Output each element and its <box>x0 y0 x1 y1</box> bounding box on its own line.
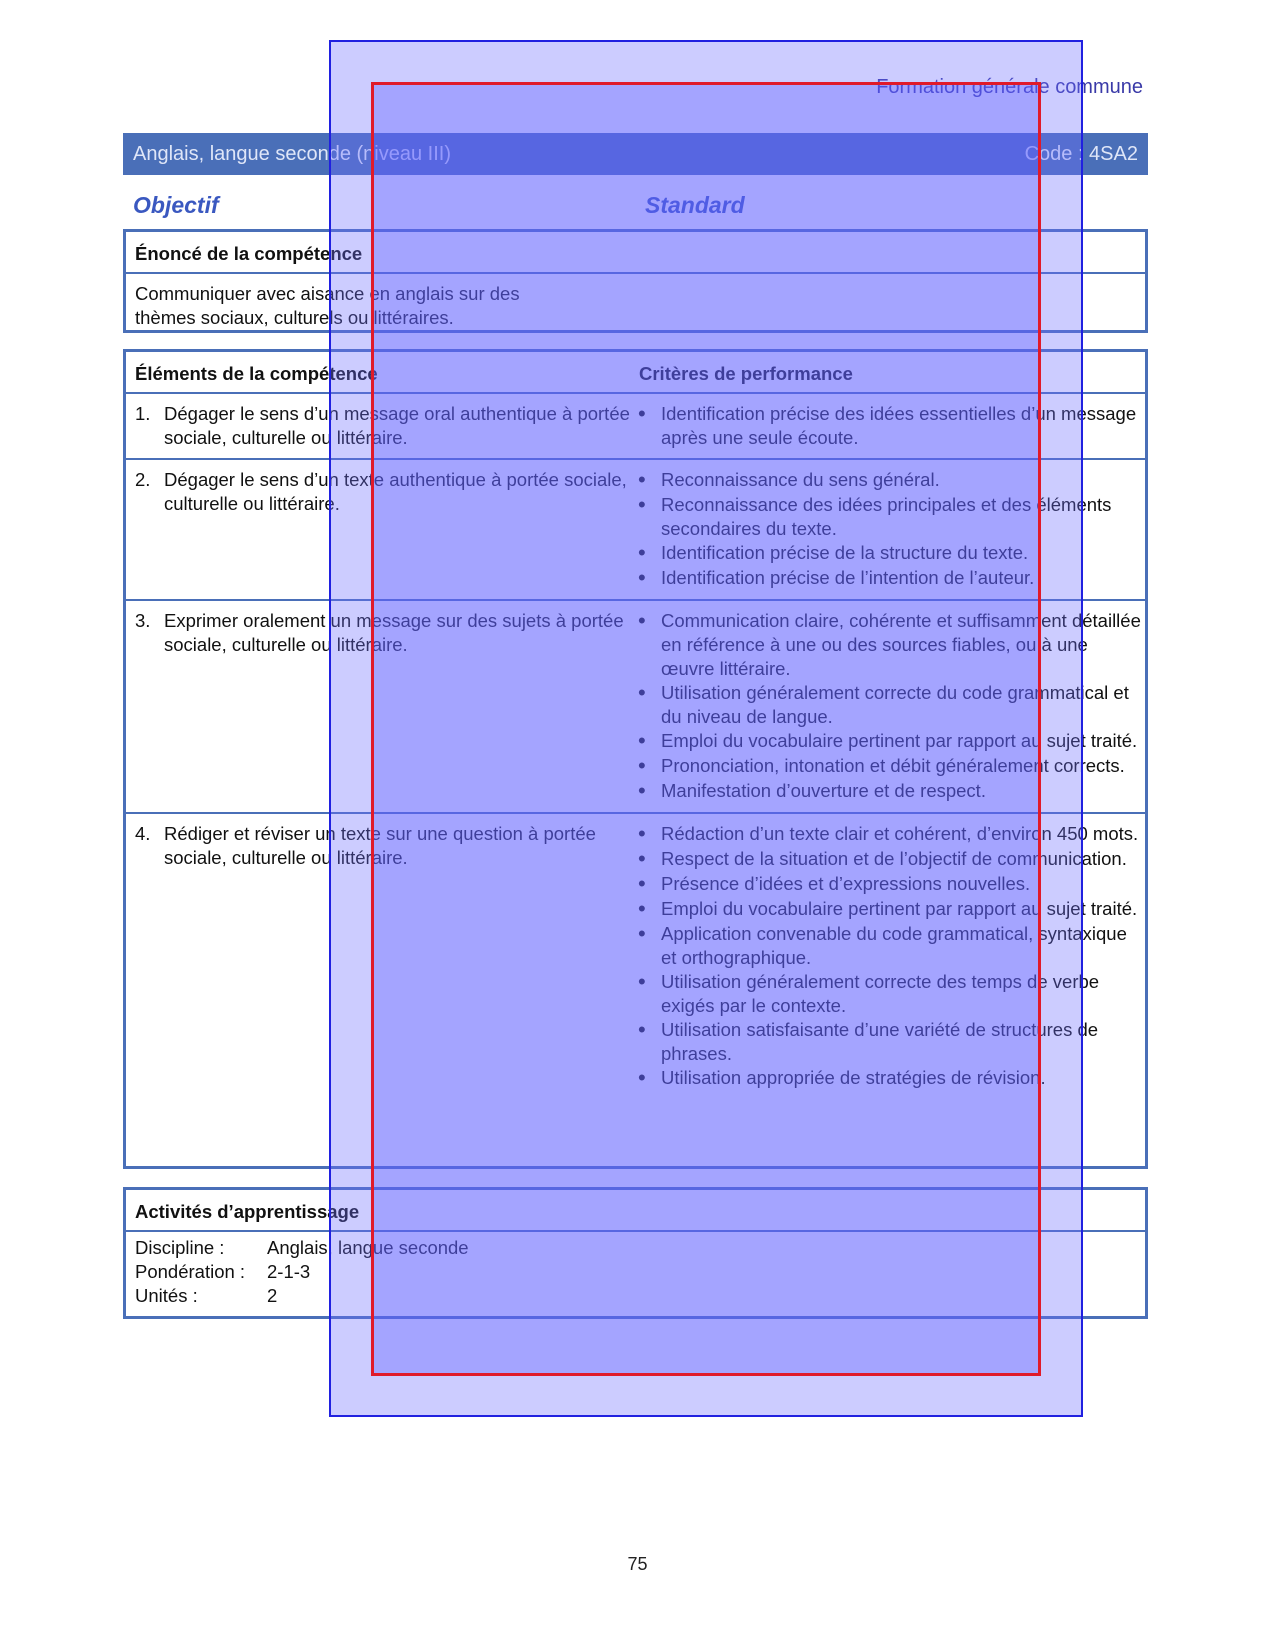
overlay-inner-region <box>371 82 1041 1376</box>
element-text: Rédiger et réviser un texte sur une question à portée sociale, culturelle ou littéraire. <box>164 823 596 868</box>
criterion-text: Identification précise de l’intention de l’auteur. <box>661 567 1035 588</box>
criterion-text: Utilisation appropriée de stratégies de révision. <box>661 1067 1046 1088</box>
section-header: Formation générale commune <box>876 76 1143 98</box>
element-text: Dégager le sens d’un texte authentique à portée sociale, culturelle ou littéraire. <box>164 469 627 514</box>
discipline-value: Anglais, langue seconde <box>267 1237 469 1258</box>
element-number: 3. <box>135 610 151 631</box>
criterion-text: Identification précise des idées essentielles d’un message après une seule écoute. <box>661 403 1137 448</box>
criterion-text: Emploi du vocabulaire pertinent par rapport au sujet traité. <box>661 898 1138 919</box>
element-text: Dégager le sens d’un message oral authentique à portée sociale, culturelle ou littéraire. <box>164 403 630 448</box>
criterion-text: Respect de la situation et de l’objectif de communication. <box>661 848 1127 869</box>
units-label: Unités : <box>135 1285 198 1306</box>
element-number: 2. <box>135 469 151 490</box>
page-number: 75 <box>627 1554 648 1574</box>
criterion-text: Reconnaissance des idées principales et des éléments secondaires du texte. <box>661 494 1112 539</box>
criteria-heading: Critères de performance <box>639 363 853 384</box>
competency-statement-heading-text: Énoncé de la compétence <box>135 243 363 264</box>
criterion-text: Communication claire, cohérente et suffisamment détaillée en référence à une ou des sources fiables, ou à une œuvre littéraire. <box>661 610 1141 679</box>
criterion-text: Utilisation satisfaisante d’une variété de structures de phrases. <box>661 1019 1099 1064</box>
criterion-text: Utilisation généralement correcte des temps de verbe exigés par le contexte. <box>661 971 1100 1016</box>
learning-activities-heading-text: Activités d’apprentissage <box>135 1201 360 1222</box>
objective-label: Objectif <box>133 192 219 218</box>
element-number: 4. <box>135 823 151 844</box>
criterion-text: Reconnaissance du sens général. <box>661 469 940 490</box>
competency-statement-line-1: Communiquer avec aisance en anglais sur des <box>135 283 520 304</box>
criterion-text: Emploi du vocabulaire pertinent par rapport au sujet traité. <box>661 730 1138 751</box>
competency-statement-line-2: thèmes sociaux, culturels ou littéraires. <box>135 307 454 328</box>
criterion-text: Application convenable du code grammatical, syntaxique et orthographique. <box>661 923 1127 968</box>
criterion-text: Rédaction d’un texte clair et cohérent, d’environ 450 mots. <box>661 823 1139 844</box>
weighting-label: Pondération : <box>135 1261 246 1282</box>
criterion-text: Présence d’idées et d’expressions nouvelles. <box>661 873 1031 894</box>
standard-label: Standard <box>645 192 745 218</box>
course-title: Anglais, langue seconde (niveau III) <box>133 142 451 165</box>
element-number: 1. <box>135 403 151 424</box>
units-value: 2 <box>267 1285 278 1306</box>
element-text: Exprimer oralement un message sur des sujets à portée sociale, culturelle ou littéraire. <box>164 610 624 655</box>
criterion-text: Identification précise de la structure du texte. <box>661 542 1029 563</box>
elements-heading: Éléments de la compétence <box>135 363 378 384</box>
weighting-value: 2-1-3 <box>267 1261 311 1282</box>
course-code: Code : 4SA2 <box>1024 142 1138 165</box>
discipline-label: Discipline : <box>135 1237 225 1258</box>
criterion-text: Prononciation, intonation et débit généralement corrects. <box>661 755 1125 776</box>
criterion-text: Utilisation généralement correcte du code grammatical et du niveau de langue. <box>661 682 1129 727</box>
criterion-text: Manifestation d’ouverture et de respect. <box>661 780 986 801</box>
